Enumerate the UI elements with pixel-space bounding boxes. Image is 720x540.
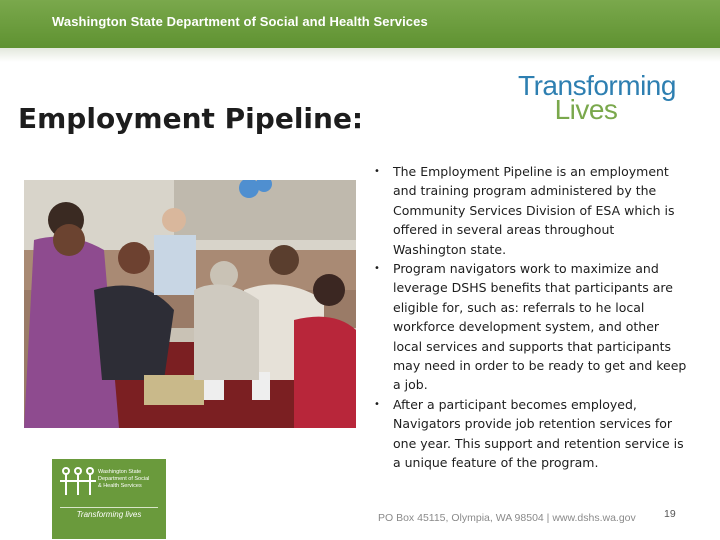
dshs-line: Department of Social — [98, 476, 150, 482]
dshs-figures-icon — [58, 465, 98, 505]
job-fair-photo-illustration — [24, 180, 356, 428]
dshs-logo-text — [98, 469, 149, 490]
brand-line-1: Transforming — [518, 70, 676, 101]
transforming-lives-logo — [516, 70, 678, 126]
page-number: 19 — [664, 508, 676, 520]
bullet-item — [372, 162, 688, 259]
header-bar — [0, 0, 720, 48]
bullet-list — [372, 162, 688, 473]
dshs-logo — [52, 459, 166, 539]
dshs-divider — [60, 507, 158, 508]
slide-title: Employment Pipeline: — [18, 102, 364, 135]
dshs-line: & Health Services — [98, 483, 142, 489]
bullet-text: The Employment Pipeline is an employment and training program administered by the Community Services Division of ESA which is offered in several areas throughout Washington state. — [393, 164, 675, 257]
job-fair-photo — [24, 180, 356, 428]
bullet-item — [372, 395, 688, 473]
bullet-dot-icon: • — [374, 166, 380, 177]
agency-name: Washington State Department of Social and Health Services — [52, 14, 428, 29]
bullet-dot-icon: • — [374, 398, 380, 410]
bullet-item — [372, 259, 688, 395]
brand-line-2: Lives — [554, 94, 618, 125]
bullet-text: Program navigators work to maximize and leverage DSHS benefits that participants are eligible for, such as: referrals to he local workforce development system, and other local services and supports that participants may need in order to be ready to get and keep a job. — [393, 261, 687, 393]
header-shadow — [0, 48, 720, 62]
footer-address: PO Box 45115, Olympia, WA 98504 | www.dshs.wa.gov — [378, 512, 636, 524]
bullet-text: After a participant becomes employed, Navigators provide job retention services for one year. This support and retention service is a unique feature of the program. — [393, 396, 684, 471]
bullet-dot-icon: • — [374, 263, 380, 275]
dshs-tagline: Transforming lives — [76, 510, 142, 519]
dshs-line: Washington State — [98, 469, 142, 475]
